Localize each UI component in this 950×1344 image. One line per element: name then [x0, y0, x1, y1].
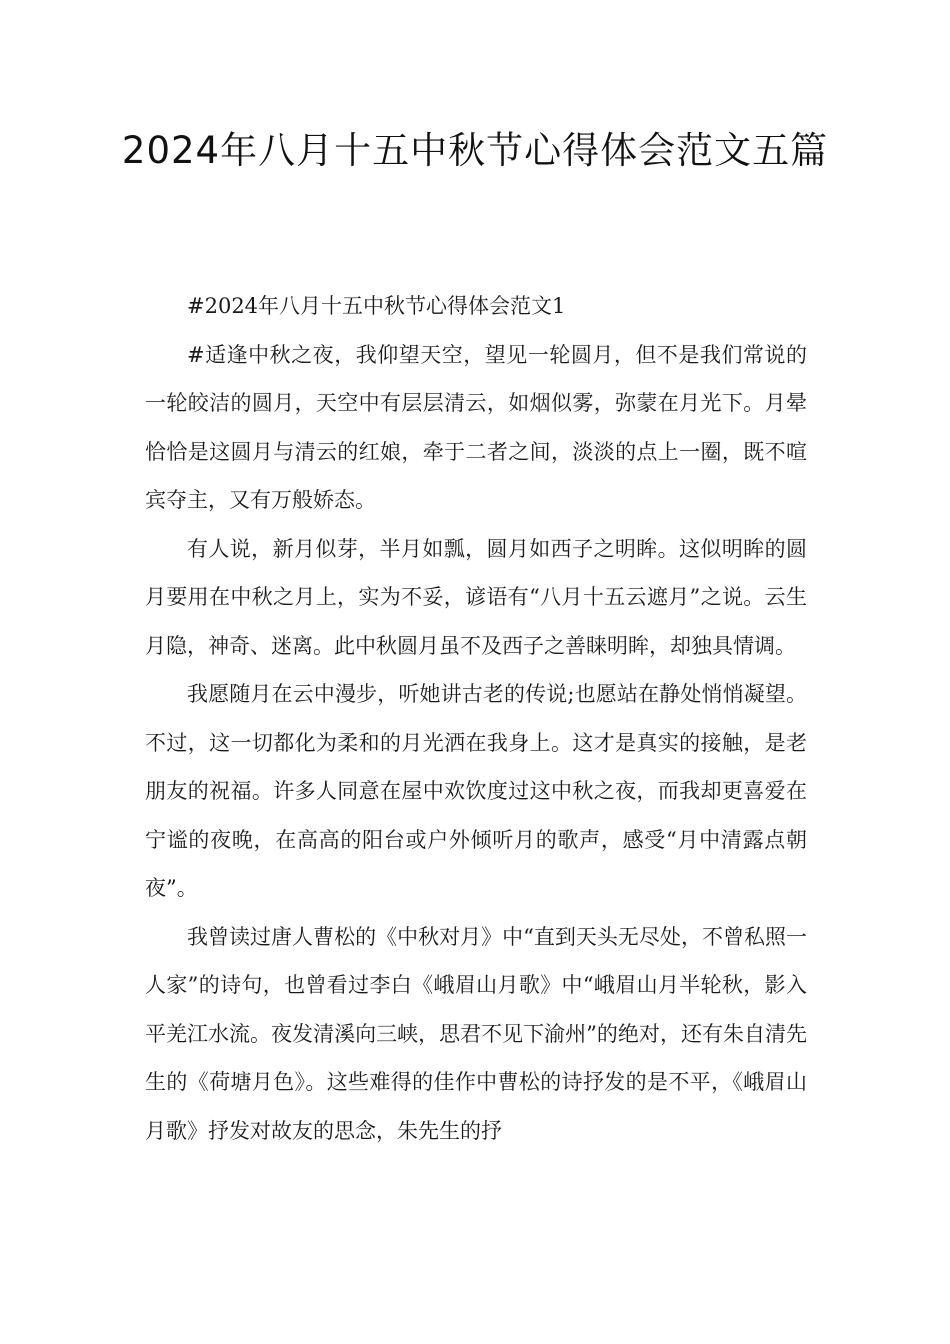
paragraph-heading: #2024年八月十五中秋节心得体会范文1 [187, 294, 566, 318]
paragraph: #适逢中秋之夜，我仰望天空，望见一轮圆月，但不是我们常说的一轮皎洁的圆月，天空中有层层清云，如烟似雾，弥蒙在月光下。月晕恰恰是这圆月与清云的红娘，牵于二者之间，淡淡的点上一圈，既不喧宾夺主，又有万般娇态。 [145, 342, 807, 512]
document-body [145, 282, 807, 1155]
paragraph: 有人说，新月似芽，半月如瓢，圆月如西子之明眸。这似明眸的圆月要用在中秋之月上，实为不妥，谚语有“八月十五云遮月”之说。云生月隐，神奇、迷离。此中秋圆月虽不及西子之善睐明眸，却独具情调。 [145, 536, 807, 658]
document-title: 2024年八月十五中秋节心得体会范文五篇 [121, 129, 829, 172]
paragraph: 我愿随月在云中漫步，听她讲古老的传说;也愿站在静处悄悄凝望。不过，这一切都化为柔和的月光洒在我身上。这才是真实的接触，是老朋友的祝福。许多人同意在屋中欢饮度过这中秋之夜，而我却更喜爱在宁谧的夜晚，在高高的阳台或户外倾听月的歌声，感受“月中清露点朝夜”。 [145, 682, 807, 900]
paragraph: 我曾读过唐人曹松的《中秋对月》中“直到天头无尽处，不曾私照一人家”的诗句，也曾看过李白《峨眉山月歌》中“峨眉山月半轮秋，影入平羌江水流。夜发清溪向三峡，思君不见下渝州”的绝对，还有朱自清先生的《荷塘月色》。这些难得的佳作中曹松的诗抒发的是不平，《峨眉山月歌》抒发对故友的思念，朱先生的抒 [145, 924, 807, 1143]
